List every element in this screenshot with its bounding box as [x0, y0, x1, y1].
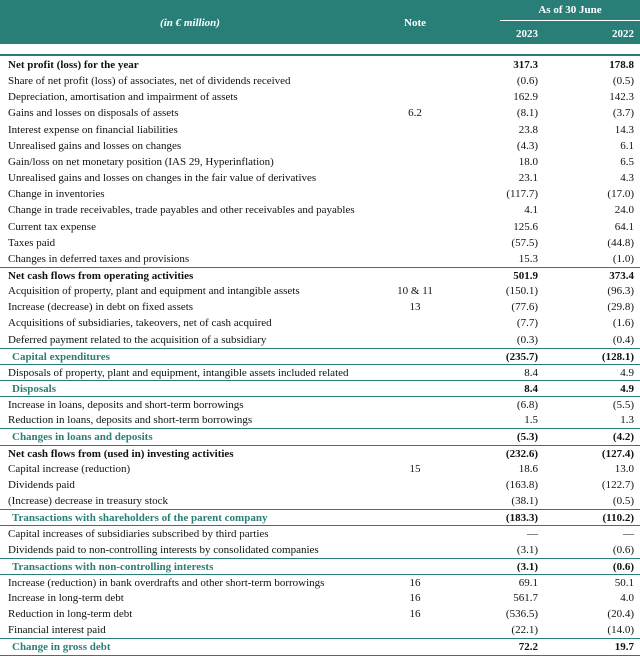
value-2022: 4.9 [620, 383, 634, 395]
value-2023: 125.6 [513, 220, 538, 233]
row-label: Current tax expense [8, 220, 96, 233]
unit-label: (in € million) [160, 17, 220, 29]
value-2023: (536.5) [505, 608, 538, 621]
row-label: Capital increase (reduction) [8, 462, 131, 475]
table-row [0, 267, 640, 284]
value-2023: (150.1) [505, 285, 538, 298]
row-label: Taxes paid [8, 236, 56, 249]
value-2022: (14.0) [607, 624, 634, 637]
value-2023: (3.1) [516, 560, 538, 573]
row-label: Changes in deferred taxes and provisions [8, 252, 190, 265]
value-2023: (8.1) [516, 107, 538, 120]
value-2022: (0.4) [612, 333, 634, 346]
row-label: Transactions with non-controlling interests [12, 560, 214, 573]
value-2023: 4.1 [524, 204, 538, 217]
table-row [0, 202, 640, 218]
table-row [0, 348, 640, 365]
row-label: Disposals [12, 383, 57, 395]
row-label: Change in gross debt [12, 641, 111, 654]
value-2022: (0.5) [612, 495, 634, 507]
table-row [0, 606, 640, 622]
value-2022: (29.8) [607, 301, 634, 314]
row-label: Disposals of property, plant and equipment, intangible assets included related [8, 366, 349, 379]
row-label: (Increase) decrease in treasury stock [8, 495, 169, 507]
row-note: 15 [409, 462, 421, 475]
table-row [0, 396, 640, 413]
value-2022: 4.0 [620, 591, 634, 604]
row-label: Unrealised gains and losses on changes in the fair value of derivatives [8, 172, 317, 184]
table-row [0, 477, 640, 493]
value-2023: 8.4 [524, 383, 538, 395]
row-label: Increase in loans, deposits and short-term borrowings [8, 399, 244, 412]
value-2022: 4.9 [620, 366, 634, 379]
value-2022: (110.2) [602, 512, 634, 525]
row-label: Share of net profit (loss) of associates, net of dividends received [8, 75, 291, 88]
value-2023: (38.1) [511, 495, 538, 507]
table-row [0, 461, 640, 477]
value-2023: (7.7) [516, 317, 538, 330]
value-2023: (57.5) [511, 236, 538, 249]
value-2022: (20.4) [607, 608, 634, 621]
value-2022: (127.4) [601, 447, 634, 460]
value-2023: (183.3) [505, 512, 538, 525]
value-2023: 15.3 [518, 252, 538, 265]
value-2022: (128.1) [601, 350, 634, 363]
table-row [0, 235, 640, 251]
table-row [0, 73, 640, 89]
value-2023: 561.7 [513, 591, 538, 604]
table-row [0, 493, 640, 509]
row-label: Depreciation, amortisation and impairment of assets [8, 91, 238, 104]
table-row [0, 219, 640, 235]
row-note: 10 & 11 [397, 285, 433, 298]
year-2023-header: 2023 [516, 28, 538, 40]
value-2023: 69.1 [518, 576, 538, 589]
value-2023: (0.6) [516, 75, 538, 88]
value-2022: 1.3 [620, 414, 634, 427]
table-header [0, 0, 640, 44]
value-2023: (6.8) [516, 399, 538, 412]
table-row [0, 364, 640, 381]
row-label: Gains and losses on disposals of assets [8, 107, 179, 120]
value-2022: 6.1 [620, 139, 634, 152]
table-row [0, 251, 640, 267]
value-2023: (235.7) [505, 350, 538, 363]
row-label: Net cash flows from operating activities [8, 269, 194, 282]
table-row [0, 332, 640, 348]
table-row [0, 154, 640, 170]
row-label: Reduction in loans, deposits and short-term borrowings [8, 414, 253, 427]
value-2023: 18.6 [518, 462, 538, 475]
table-row [0, 525, 640, 542]
value-2022: (17.0) [607, 188, 634, 201]
value-2022: (4.2) [612, 431, 634, 444]
value-2023: (5.3) [516, 431, 538, 444]
value-2022: 14.3 [614, 123, 634, 136]
table-row [0, 590, 640, 606]
table-row [0, 105, 640, 121]
value-2022: (1.6) [612, 317, 634, 330]
value-2022: 64.1 [614, 220, 634, 233]
as-of-header: As of 30 June [538, 4, 602, 16]
table-row [0, 622, 640, 638]
table-row [0, 380, 640, 397]
table-row [0, 445, 640, 462]
row-label: Acquisitions of subsidiaries, takeovers, net of cash acquired [8, 317, 272, 330]
value-2023: 8.4 [524, 366, 538, 379]
header-divider [500, 20, 640, 21]
table-row [0, 299, 640, 315]
row-label: Dividends paid [8, 478, 75, 491]
row-label: Net cash flows from (used in) investing activities [8, 447, 234, 460]
row-note: 16 [409, 576, 421, 589]
value-2022: (0.6) [612, 560, 634, 573]
value-2023: (77.6) [511, 301, 538, 314]
row-note: 6.2 [408, 107, 422, 120]
row-label: Acquisition of property, plant and equipment and intangible assets [8, 285, 300, 298]
value-2022: (3.7) [612, 107, 634, 120]
row-label: Unrealised gains and losses on changes [8, 139, 182, 152]
row-label: Capital expenditures [12, 350, 110, 363]
table-row [0, 122, 640, 138]
row-label: Financial interest paid [8, 624, 106, 637]
row-label: Net profit (loss) for the year [8, 59, 139, 71]
value-2023: 162.9 [513, 91, 538, 104]
value-2023: (3.1) [516, 543, 538, 556]
row-label: Dividends paid to non-controlling interests by consolidated companies [8, 543, 319, 556]
value-2023: — [527, 528, 538, 541]
value-2023: 72.2 [518, 641, 538, 654]
top-rule [0, 54, 640, 56]
value-2022: (5.5) [612, 399, 634, 412]
table-row [0, 509, 640, 526]
value-2023: 18.0 [518, 155, 538, 168]
row-label: Increase (decrease) in debt on fixed assets [8, 301, 194, 314]
table-row [0, 542, 640, 558]
value-2023: 317.3 [513, 59, 538, 71]
value-2022: (0.6) [612, 543, 634, 556]
value-2023: (0.3) [516, 333, 538, 346]
value-2022: 373.4 [609, 269, 634, 282]
value-2023: (22.1) [511, 624, 538, 637]
row-label: Changes in loans and deposits [12, 431, 153, 444]
value-2022: (1.0) [612, 252, 634, 265]
value-2022: 178.8 [609, 59, 634, 71]
table-row [0, 170, 640, 186]
row-note: 13 [409, 301, 421, 314]
value-2022: 19.7 [614, 641, 634, 654]
value-2022: 4.3 [620, 172, 634, 184]
value-2023: (117.7) [506, 188, 538, 201]
row-label: Change in inventories [8, 188, 105, 201]
table-row [0, 315, 640, 331]
row-label: Deferred payment related to the acquisition of a subsidiary [8, 333, 267, 346]
value-2023: (163.8) [505, 478, 538, 491]
value-2022: 24.0 [614, 204, 634, 217]
value-2022: (0.5) [612, 75, 634, 88]
value-2022: (122.7) [601, 478, 634, 491]
table-row [0, 558, 640, 575]
value-2022: 6.5 [620, 155, 634, 168]
value-2023: (232.6) [505, 447, 538, 460]
row-note: 16 [409, 591, 421, 604]
value-2022: (44.8) [607, 236, 634, 249]
value-2022: (96.3) [607, 285, 634, 298]
row-label: Increase (reduction) in bank overdrafts and other short-term borrowings [8, 576, 325, 589]
table-row [0, 428, 640, 445]
value-2023: 501.9 [513, 269, 538, 282]
row-label: Increase in long-term debt [8, 591, 124, 604]
value-2022: 13.0 [614, 462, 634, 475]
note-column-header: Note [404, 17, 426, 29]
table-row [0, 57, 640, 73]
row-note: 16 [409, 608, 421, 621]
row-label: Reduction in long-term debt [8, 608, 133, 621]
table-row [0, 574, 640, 591]
table-row [0, 412, 640, 428]
value-2022: 50.1 [614, 576, 634, 589]
table-row [0, 283, 640, 299]
table-row [0, 638, 640, 656]
value-2022: — [623, 528, 634, 541]
table-row [0, 186, 640, 202]
value-2023: 23.8 [518, 123, 538, 136]
value-2023: 23.1 [518, 172, 538, 184]
table-row [0, 138, 640, 154]
row-label: Transactions with shareholders of the parent company [12, 512, 268, 525]
row-label: Gain/loss on net monetary position (IAS 29, Hyperinflation) [8, 155, 274, 168]
value-2023: 1.5 [524, 414, 538, 427]
row-label: Change in trade receivables, trade payables and other receivables and payables [8, 204, 355, 217]
value-2023: (4.3) [516, 139, 538, 152]
year-2022-header: 2022 [612, 28, 634, 40]
table-row [0, 89, 640, 105]
value-2022: 142.3 [609, 91, 634, 104]
row-label: Capital increases of subsidiaries subscribed by third parties [8, 528, 269, 541]
row-label: Interest expense on financial liabilities [8, 123, 178, 136]
